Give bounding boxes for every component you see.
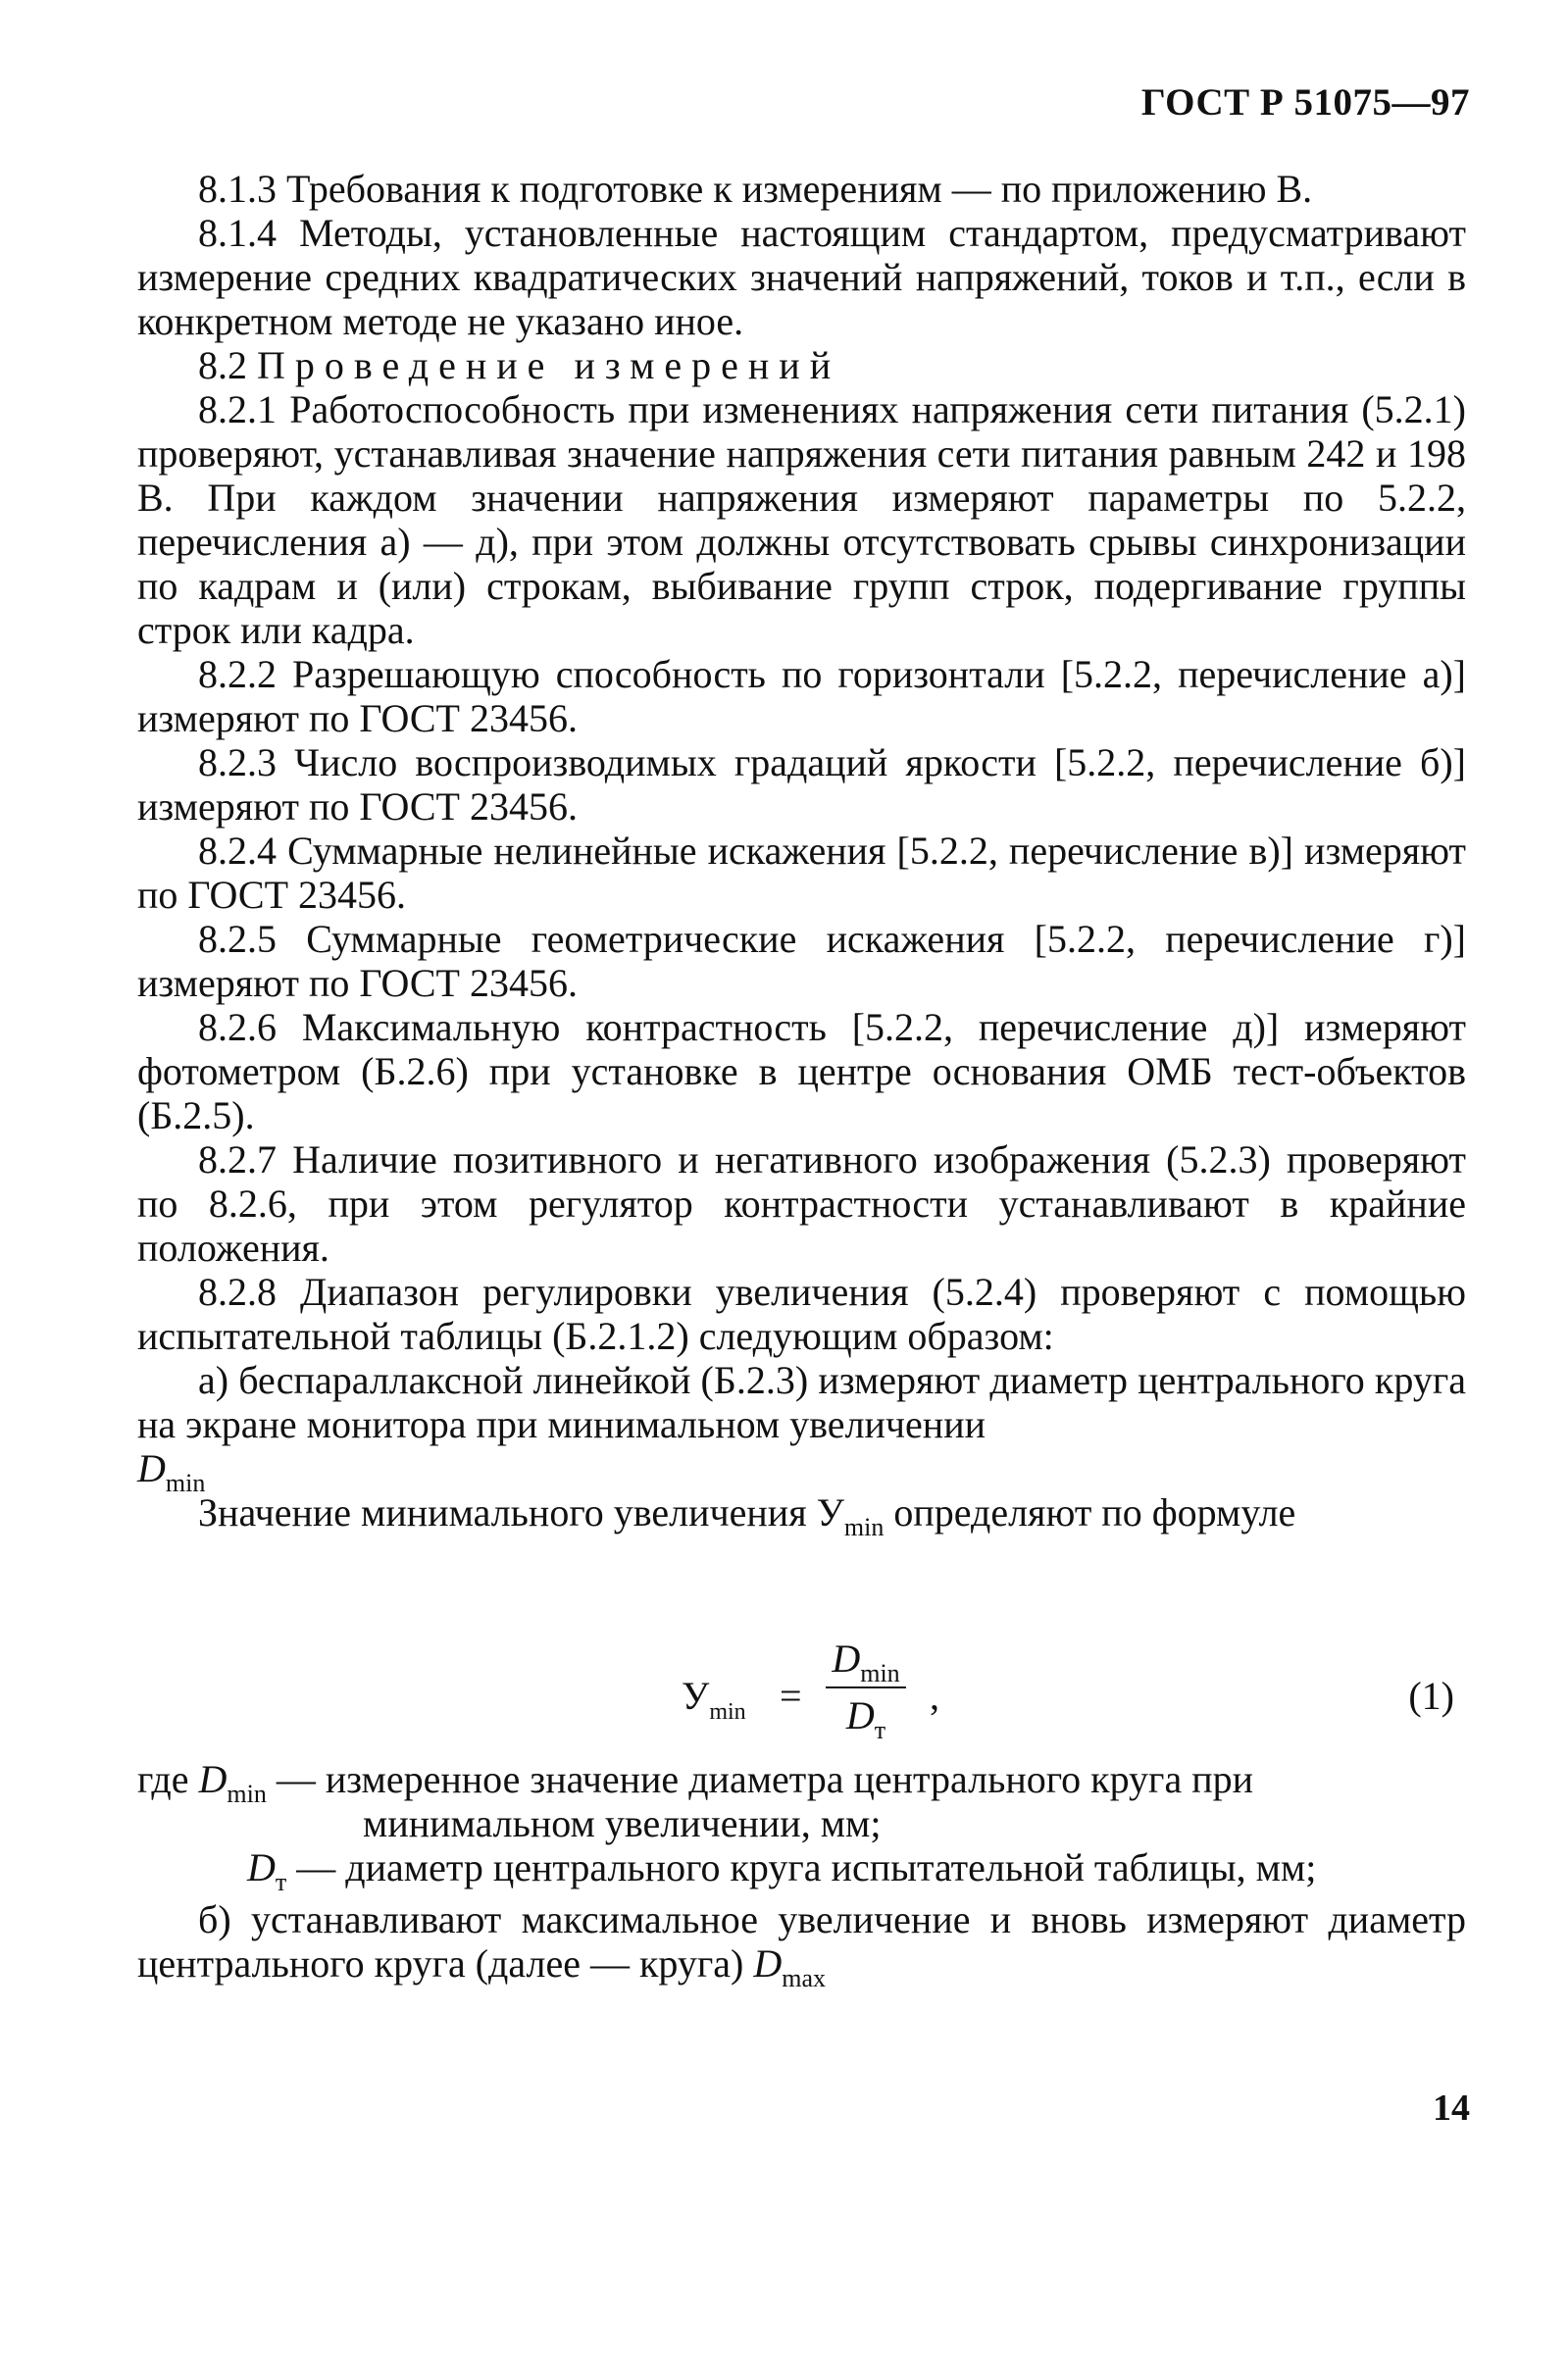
definition-d-min-continuation: минимальном увеличении, мм; — [363, 1801, 882, 1845]
formula-lhs — [682, 1673, 746, 1725]
page-number: 14 — [1433, 2088, 1470, 2129]
document-header-standard: ГОСТ Р 51075—97 — [1140, 81, 1470, 124]
definition-d-t-text: — диаметр центрального круга испытательной таблицы, мм; — [286, 1845, 1317, 1889]
paragraph-8-2-3: 8.2.3 Число воспроизводимых градаций яркости [5.2.2, перечисление б)] измеряют по ГОСТ 23456. — [137, 740, 1466, 829]
section-heading-8-2 — [137, 343, 1466, 387]
definition-d-t — [137, 1845, 1466, 1896]
formula-numerator-subscript: min — [860, 1659, 900, 1687]
list-item-a-text: а) беспараллаксной линейкой (Б.2.3) измеряют диаметр центрального круга на экране монитора при минимальном увеличении — [137, 1358, 1466, 1446]
list-item-b — [137, 1897, 1466, 1992]
definition-d-t-symbol: D — [247, 1845, 276, 1889]
formula-definitions — [137, 1757, 1466, 1896]
formula-intro — [137, 1490, 1466, 1541]
paragraph-8-2-4: 8.2.4 Суммарные нелинейные искажения [5.2.2, перечисление в)] измеряют по ГОСТ 23456. — [137, 829, 1466, 917]
definition-d-t-subscript: т — [275, 1868, 287, 1896]
definition-d-min-symbol: D — [198, 1757, 228, 1801]
list-item-b-block — [137, 1897, 1466, 1992]
document-body — [137, 167, 1466, 1541]
formula-denominator-subscript: т — [874, 1716, 886, 1744]
formula-intro-subscript: min — [843, 1513, 885, 1541]
symbol-max-subscript: max — [782, 1964, 827, 1992]
paragraph-8-1-4: 8.1.4 Методы, установленные настоящим стандартом, предусматривают измерение средних квадратических значений напряжений, токов и т.п., если в конкретном методе не указано иное. — [137, 211, 1466, 343]
formula-fraction — [822, 1635, 910, 1743]
formula-comma: , — [930, 1674, 939, 1718]
section-heading-text: Проведение измерений — [257, 343, 841, 387]
paragraph-8-2-1: 8.2.1 Работоспособность при изменениях напряжения сети питания (5.2.1) проверяют, устанавливая значение напряжения сети питания равным 242 и 198 В. При каждом значении напряжения измеряют параметры по 5.2.2, перечисления а) — д), при этом должны отсутствовать срывы синхронизации по кадрам и (или) строкам, выбивание групп строк, подергивание группы строк или кадра. — [137, 387, 1466, 652]
formula-intro-text-end: определяют по формуле — [884, 1490, 1296, 1535]
formula-number: (1) — [1408, 1674, 1454, 1718]
section-heading-number: 8.2 — [198, 343, 247, 387]
list-item-a — [137, 1358, 1466, 1497]
list-item-b-text: б) устанавливают максимальное увеличение и вновь измеряют диаметр центрального круга (далее — круга) — [137, 1897, 1466, 1986]
formula-denominator-symbol: D — [845, 1693, 875, 1737]
formula-intro-text: Значение минимального увеличения У — [198, 1490, 844, 1535]
definition-d-min-subscript: min — [227, 1780, 267, 1808]
formula-equals: = — [780, 1674, 802, 1718]
formula-lhs-symbol: У — [682, 1674, 710, 1718]
paragraph-8-2-6: 8.2.6 Максимальную контрастность [5.2.2, перечисление д)] измеряют фотометром (Б.2.6) при установке в центре основания ОМБ тест-объектов (Б.2.5). — [137, 1005, 1466, 1137]
paragraph-8-2-7: 8.2.7 Наличие позитивного и негативного изображения (5.2.3) проверяют по 8.2.6, при этом регулятор контрастности устанавливают в крайние положения. — [137, 1137, 1466, 1270]
definition-d-min-text: — измеренное значение диаметра центрального круга при — [266, 1757, 1254, 1801]
definition-where: где — [137, 1757, 189, 1801]
paragraph-8-2-8: 8.2.8 Диапазон регулировки увеличения (5.2.4) проверяют с помощью испытательной таблицы (Б.2.1.2) следующим образом: — [137, 1270, 1466, 1358]
formula-lhs-subscript: min — [709, 1699, 746, 1725]
paragraph-8-2-2: 8.2.2 Разрешающую способность по горизонтали [5.2.2, перечисление а)] измеряют по ГОСТ 23456. — [137, 652, 1466, 740]
formula-numerator — [822, 1635, 910, 1686]
symbol-d-max: D — [753, 1941, 783, 1986]
symbol-min-subscript: min — [165, 1469, 206, 1497]
paragraph-8-1-3: 8.1.3 Требования к подготовке к измерениям — по приложению В. — [198, 167, 1313, 211]
formula-denominator — [822, 1688, 910, 1743]
formula-numerator-symbol: D — [832, 1636, 861, 1681]
definition-d-min — [137, 1757, 1466, 1808]
symbol-d: D — [137, 1446, 166, 1490]
formula-1 — [137, 1635, 1466, 1763]
paragraph-8-2-5: 8.2.5 Суммарные геометрические искажения [5.2.2, перечисление г)] измеряют по ГОСТ 23456. — [137, 917, 1466, 1005]
